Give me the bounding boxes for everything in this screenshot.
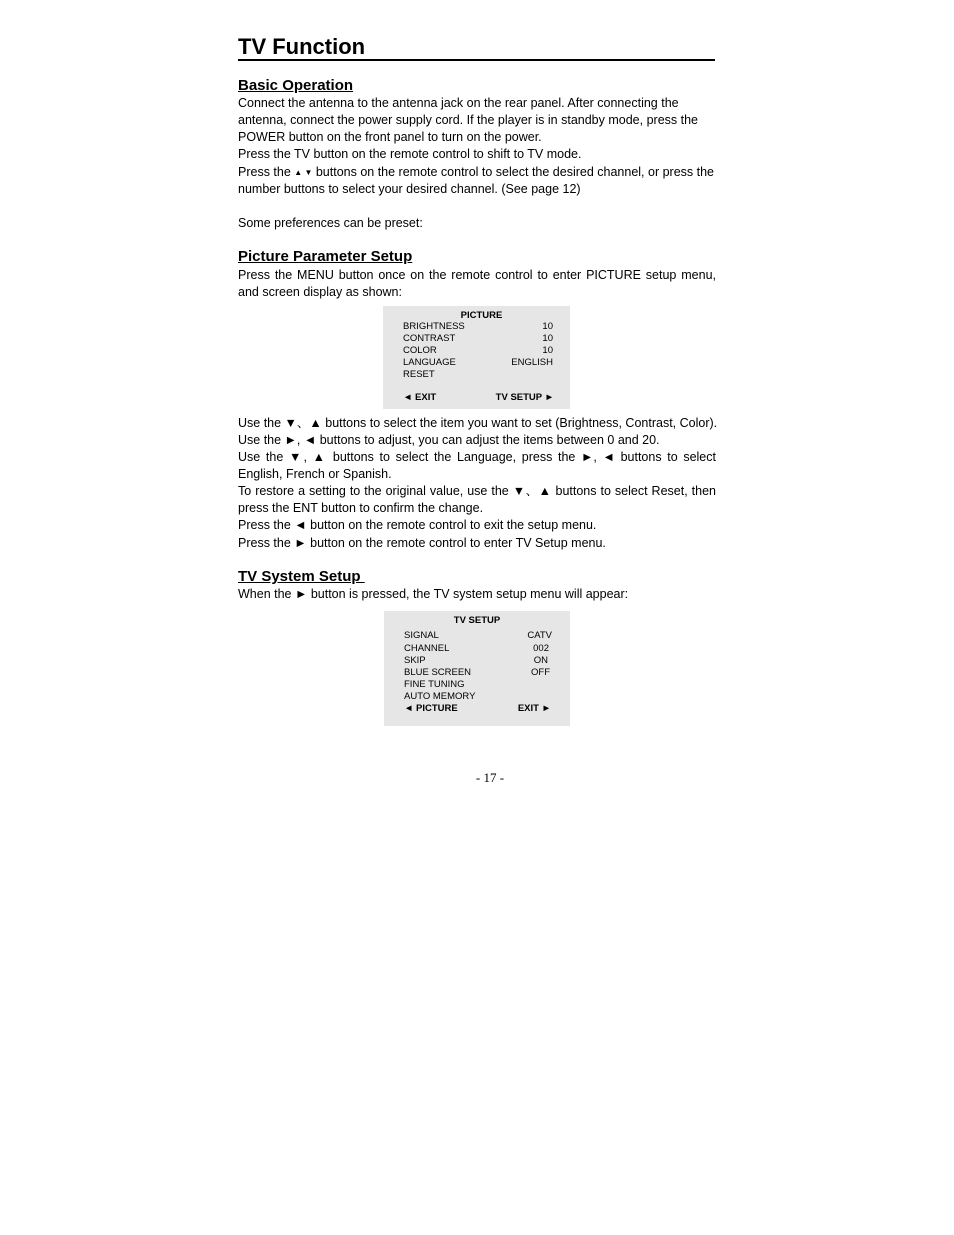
basic-paragraph-3 bbox=[238, 164, 716, 198]
basic-p3-after: buttons on the remote control to select the desired channel, or press the number buttons to select your desired channel. (See page 12) bbox=[238, 165, 714, 196]
menu-row-value: 10 bbox=[542, 345, 553, 356]
menu-row-label: BLUE SCREEN bbox=[404, 667, 472, 678]
tv-setup-menu-screen bbox=[384, 611, 570, 726]
page-title: TV Function bbox=[238, 34, 715, 61]
instruction-line: To restore a setting to the original value, use the ▼、▲ buttons to select Reset, then press the ENT button to confirm the change. bbox=[238, 484, 716, 515]
basic-p3-before: Press the bbox=[238, 165, 291, 179]
menu-row-label: LANGUAGE bbox=[403, 357, 456, 368]
page-number: - 17 - bbox=[475, 770, 505, 785]
menu-row-label: SIGNAL bbox=[404, 630, 439, 641]
instruction-line: Press the ◄ button on the remote control to exit the setup menu. bbox=[238, 518, 597, 532]
instruction-line: Use the ►, ◄ buttons to adjust, you can adjust the items between 0 and 20. bbox=[238, 433, 660, 447]
heading-tv-system-setup: TV System Setup bbox=[238, 568, 365, 585]
menu-row-label: CONTRAST bbox=[403, 333, 456, 344]
menu-row-value: OFF bbox=[531, 667, 550, 678]
basic-operation-body bbox=[238, 95, 716, 232]
instruction-line: Use the ▼、▲ buttons to select the item you want to set (Brightness, Contrast, Color). bbox=[238, 416, 718, 430]
picture-menu-exit: ◄ EXIT bbox=[403, 392, 437, 403]
menu-row-label: FINE TUNING bbox=[404, 679, 465, 690]
basic-paragraph-1: Connect the antenna to the antenna jack on the rear panel. After connecting the antenna, connect the power supply cord. If the player is in standby mode, press the POWER button on the front panel to turn on the power. bbox=[238, 96, 698, 144]
heading-basic-operation: Basic Operation bbox=[238, 77, 354, 94]
menu-row-value: CATV bbox=[527, 630, 552, 641]
menu-row-label: AUTO MEMORY bbox=[404, 691, 476, 702]
tv-setup-menu-picture: ◄ PICTURE bbox=[404, 703, 458, 714]
picture-intro: Press the MENU button once on the remote control to enter PICTURE setup menu, and screen display as shown: bbox=[238, 268, 716, 299]
menu-row-value: ON bbox=[533, 655, 548, 666]
title-double-rule bbox=[238, 59, 715, 60]
menu-row-label: CHANNEL bbox=[404, 643, 450, 654]
tv-setup-menu-exit: EXIT ► bbox=[517, 703, 551, 714]
menu-row-label: BRIGHTNESS bbox=[403, 321, 465, 332]
menu-row-value: 10 bbox=[542, 333, 553, 344]
menu-row-value: ENGLISH bbox=[511, 357, 553, 368]
picture-instructions bbox=[238, 415, 720, 552]
basic-paragraph-2: Press the TV button on the remote control to shift to TV mode. bbox=[238, 147, 582, 161]
menu-row-value: 002 bbox=[533, 643, 549, 654]
menu-row-value: 10 bbox=[542, 321, 553, 332]
basic-paragraph-4: Some preferences can be preset: bbox=[238, 216, 423, 230]
picture-menu-tv-setup: TV SETUP ► bbox=[495, 392, 554, 403]
picture-menu-screen bbox=[383, 306, 570, 409]
heading-picture-setup: Picture Parameter Setup bbox=[238, 248, 413, 265]
menu-row-label: COLOR bbox=[403, 345, 437, 356]
menu-row-label: SKIP bbox=[404, 655, 426, 666]
menu-row-label: RESET bbox=[403, 369, 435, 380]
tv-setup-menu-title: TV SETUP bbox=[453, 615, 501, 626]
tv-system-intro: When the ► button is pressed, the TV system setup menu will appear: bbox=[238, 587, 629, 601]
instruction-line: Use the ▼, ▲ buttons to select the Language, press the ►, ◄ buttons to select English, French or Spanish. bbox=[238, 450, 716, 481]
picture-menu-title: PICTURE bbox=[460, 310, 503, 321]
up-down-arrows-icon: ▲ ▼ bbox=[294, 168, 313, 177]
instruction-line: Press the ► button on the remote control to enter TV Setup menu. bbox=[238, 536, 606, 550]
